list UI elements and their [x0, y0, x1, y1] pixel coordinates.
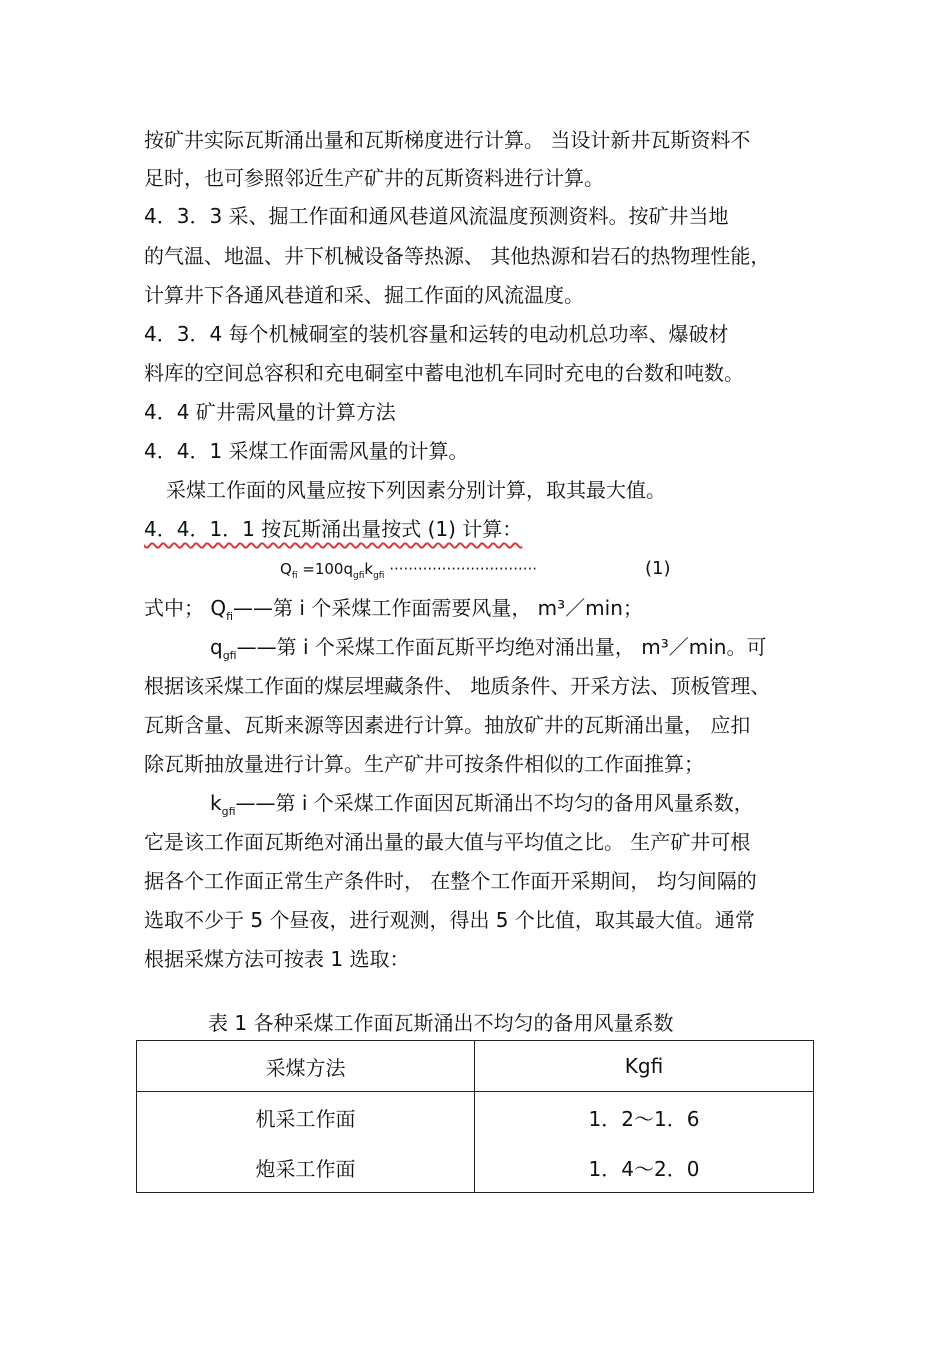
paragraph-line: 瓦斯含量、瓦斯来源等因素进行计算。抽放矿井的瓦斯涌出量， 应扣 [144, 713, 751, 737]
section-heading-4-4-1: 4．4．1 采煤工作面需风量的计算。 [144, 439, 469, 463]
paragraph-line: 计算井下各通风巷道和采、掘工作面的风流温度。 [144, 283, 584, 307]
paragraph-line: 除瓦斯抽放量进行计算。生产矿井可按条件相似的工作面推算； [144, 752, 704, 776]
table-row [137, 1092, 814, 1143]
formula-1: $Q_{fi} =100q_{gfi}k_{gfi}$ ······························· (1) [280, 558, 671, 581]
definition-k-gfi: $k_{gfi}——$第 i 个采煤工作面因瓦斯涌出不均匀的备用风量系数， [210, 791, 754, 818]
paragraph-line: 按矿井实际瓦斯涌出量和瓦斯梯度进行计算。 当设计新井瓦斯资料不 [144, 128, 751, 152]
table-caption: 表 1 各种采煤工作面瓦斯涌出不均匀的备用风量系数 [208, 1011, 674, 1035]
definition-q-gfi: $q_{gfi}——$第 i 个采煤工作面瓦斯平均绝对涌出量， m³／min。可 [210, 635, 767, 662]
table-header-row [137, 1041, 814, 1092]
section-heading-4-4: 4．4 矿井需风量的计算方法 [144, 400, 396, 424]
paragraph-line: 料库的空间总容积和充电硐室中蓄电池机车同时充电的台数和吨数。 [144, 361, 744, 385]
table-cell-value: 1．4～2．0 [475, 1142, 814, 1193]
paragraph-line: 根据采煤方法可按表 1 选取： [144, 947, 410, 971]
coefficient-table [136, 1040, 814, 1193]
paragraph-line: 它是该工作面瓦斯绝对涌出量的最大值与平均值之比。 生产矿井可根 [144, 830, 751, 854]
table-cell-method: 机采工作面 [137, 1092, 475, 1143]
section-heading-4-3-3: 4．3．3 采、掘工作面和通风巷道风流温度预测资料。按矿井当地 [144, 204, 729, 228]
paragraph-line: 根据该采煤工作面的煤层埋藏条件、 地质条件、开采方法、顶板管理、 [144, 674, 771, 698]
section-heading-4-3-4: 4．3．4 每个机械硐室的装机容量和运转的电动机总功率、爆破材 [144, 322, 729, 346]
table-header-cell: 采煤方法 [137, 1041, 475, 1092]
table-cell-method: 炮采工作面 [137, 1142, 475, 1193]
table-cell-value: 1．2～1．6 [475, 1092, 814, 1143]
paragraph-line: 采煤工作面的风量应按下列因素分别计算，取其最大值。 [166, 478, 666, 502]
paragraph-line: 的气温、地温、井下机械设备等热源、 其他热源和岩石的热物理性能， [144, 244, 771, 268]
paragraph-line: 据各个工作面正常生产条件时， 在整个工作面开采期间， 均匀间隔的 [144, 869, 757, 893]
table-header-cell: Kgfi [475, 1041, 814, 1092]
spellcheck-underlined-text: 4．4．1．1 按瓦斯涌出量按式 (1) 计算： [144, 517, 523, 541]
table-row [137, 1142, 814, 1193]
paragraph-line: 足时，也可参照邻近生产矿井的瓦斯资料进行计算。 [144, 166, 604, 190]
paragraph-line: 选取不少于 5 个昼夜，进行观测，得出 5 个比值，取其最大值。通常 [144, 908, 755, 932]
definition-q-fi: 式中； $Q_{fi}——$第 i 个采煤工作面需要风量， m³／min； [144, 596, 643, 623]
formula-number: (1) [645, 558, 671, 579]
section-heading-4-4-1-1 [144, 515, 814, 543]
